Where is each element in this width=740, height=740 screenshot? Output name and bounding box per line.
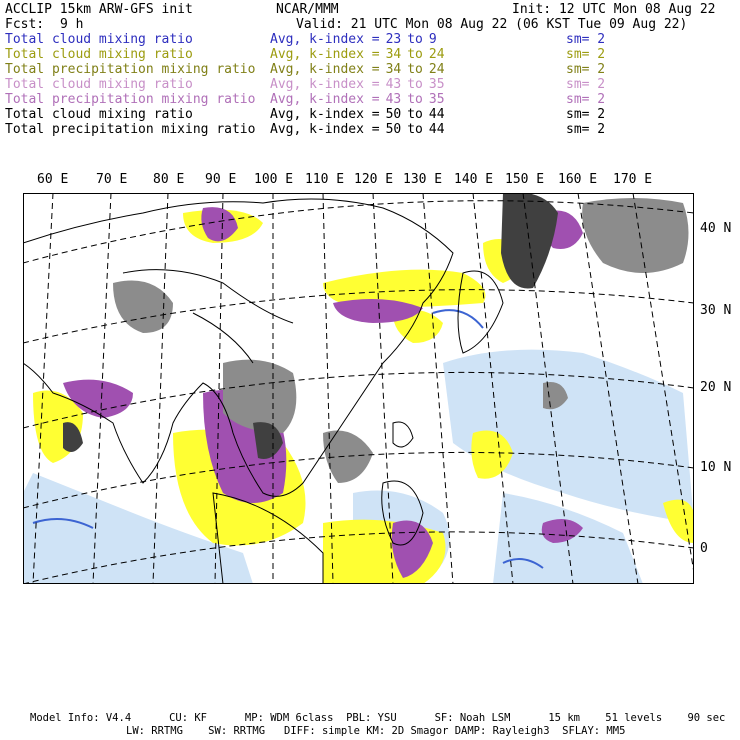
field-legend-row [0,47,740,62]
lat-label: 40 N [700,221,732,236]
valid-time: Valid: 21 UTC Mon 08 Aug 22 (06 KST Tue 09 Aug 22) [296,17,688,32]
field-legend-row [0,122,740,137]
field-smoothing: sm= 2 [566,92,606,107]
field-k-to: 9 [428,32,437,47]
field-legend-row [0,77,740,92]
field-k-index [270,107,445,122]
lon-label: 60 E [37,172,69,187]
field-avg-label: Avg, k-index = [270,122,380,137]
forecast-map [23,193,694,584]
forecast-hour: 9 h [60,17,84,32]
field-k-separator: to [407,47,423,62]
field-k-from: 50 [385,107,402,122]
field-avg-label: Avg, k-index = [270,32,380,47]
field-k-from: 43 [385,77,402,92]
field-k-index [270,62,445,77]
field-legend-row [0,92,740,107]
field-avg-label: Avg, k-index = [270,77,380,92]
org-label: NCAR/MMM [276,2,339,17]
lon-label: 70 E [96,172,128,187]
field-name: Total cloud mixing ratio [5,77,193,92]
lon-label: 130 E [403,172,443,187]
lat-label: 0 [700,541,708,556]
lat-label: 20 N [700,380,732,395]
lon-label: 100 E [254,172,294,187]
field-k-from: 34 [385,62,402,77]
field-legend-row [0,107,740,122]
field-name: Total cloud mixing ratio [5,32,193,47]
init-time: Init: 12 UTC Mon 08 Aug 22 [512,2,716,17]
field-k-index [270,77,445,92]
field-k-from: 34 [385,47,402,62]
field-k-separator: to [407,122,423,137]
field-k-to: 35 [428,92,445,107]
field-smoothing: sm= 2 [566,107,606,122]
field-k-index [270,122,445,137]
field-name: Total precipitation mixing ratio [5,122,256,137]
field-k-from: 23 [385,32,402,47]
forecast-label: Fcst: [5,17,45,32]
field-name: Total precipitation mixing ratio [5,92,256,107]
field-k-to: 24 [428,47,445,62]
field-k-separator: to [407,92,423,107]
field-k-separator: to [407,32,423,47]
field-legend-row [0,62,740,77]
field-avg-label: Avg, k-index = [270,62,380,77]
field-smoothing: sm= 2 [566,62,606,77]
field-k-to: 24 [428,62,445,77]
field-smoothing: sm= 2 [566,32,606,47]
field-k-index [270,92,445,107]
lon-label: 120 E [354,172,394,187]
model-info-line1: Model Info: V4.4 CU: KF MP: WDM 6class PBL: YSU SF: Noah LSM 15 km 51 levels 90 sec [30,712,726,724]
field-k-separator: to [407,77,423,92]
field-k-from: 43 [385,92,402,107]
field-name: Total cloud mixing ratio [5,47,193,62]
field-k-separator: to [407,62,423,77]
lat-label: 10 N [700,460,732,475]
lat-label: 30 N [700,303,732,318]
field-k-separator: to [407,107,423,122]
field-k-to: 35 [428,77,445,92]
field-k-from: 50 [385,122,402,137]
field-k-index [270,47,445,62]
field-avg-label: Avg, k-index = [270,107,380,122]
lon-label: 150 E [505,172,545,187]
field-name: Total precipitation mixing ratio [5,62,256,77]
field-smoothing: sm= 2 [566,77,606,92]
model-info-line2: LW: RRTMG SW: RRTMG DIFF: simple KM: 2D Smagor DAMP: Rayleigh3 SFLAY: MM5 [126,725,626,737]
field-avg-label: Avg, k-index = [270,47,380,62]
lon-label: 170 E [613,172,653,187]
field-k-to: 44 [428,107,445,122]
lon-label: 90 E [205,172,237,187]
lon-label: 160 E [558,172,598,187]
field-avg-label: Avg, k-index = [270,92,380,107]
model-title: ACCLIP 15km ARW-GFS init [5,2,193,17]
field-k-to: 44 [428,122,445,137]
lon-label: 80 E [153,172,185,187]
field-name: Total cloud mixing ratio [5,107,193,122]
field-smoothing: sm= 2 [566,47,606,62]
field-k-index [270,32,437,47]
field-smoothing: sm= 2 [566,122,606,137]
lon-label: 140 E [454,172,494,187]
field-legend-row [0,32,740,47]
lon-label: 110 E [305,172,345,187]
